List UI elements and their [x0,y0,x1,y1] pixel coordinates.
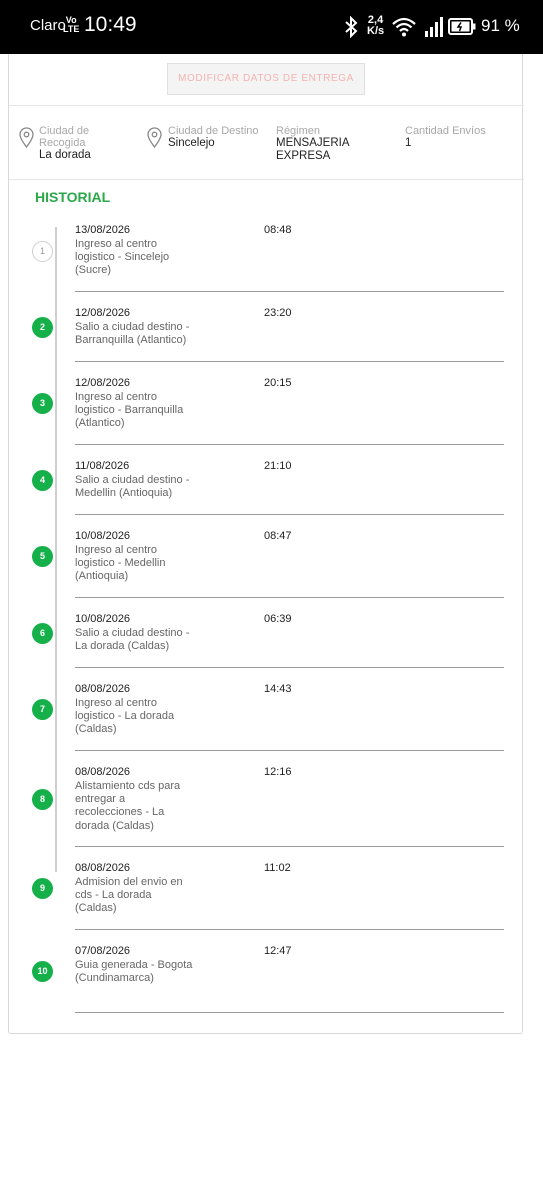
entry-description: Guia generada - Bogota (Cundinamarca) [75,959,193,985]
pin-icon [147,127,162,148]
entry-time: 12:47 [264,945,292,957]
entry-separator [75,929,504,930]
entry-date: 08/08/2026 [75,766,131,778]
modify-delivery-button[interactable]: MODIFICAR DATOS DE ENTREGA [167,63,365,95]
entry-date: 07/08/2026 [75,945,131,957]
entry-date: 08/08/2026 [75,683,131,695]
entry-description: Salio a ciudad destino - Medellin (Antioquia) [75,474,190,500]
entry-separator [75,750,504,751]
regime-label: Régimen [276,125,321,137]
regime [276,125,376,163]
battery-icon [448,18,476,35]
pickup-city-label: Ciudad de Recogida [39,125,90,149]
entry-description: Ingreso al centro logistico - Sincelejo (Sucre) [75,238,170,277]
volte-indicator [63,16,79,34]
regime-value: MENSAJERIA EXPRESA [276,137,349,162]
history-title: HISTORIAL [35,189,111,205]
entry-time: 08:47 [264,530,292,542]
destination-city-label: Ciudad de Destino [168,125,259,137]
entry-description: Salio a ciudad destino - La dorada (Caldas) [75,627,190,653]
entry-date: 12/08/2026 [75,307,131,319]
step-number: 9 [32,878,53,899]
entry-description: Ingreso al centro logistico - Medellin (Antioquia) [75,544,166,583]
entry-separator [75,291,504,292]
shipment-card [8,54,523,1034]
pin-icon [19,127,34,148]
step-number: 4 [32,470,53,491]
entry-separator [75,846,504,847]
destination-city-value: Sincelejo [168,137,215,149]
volte-top: Vo [65,15,77,25]
speed-unit: K/s [367,25,385,37]
shipment-count [405,125,515,150]
step-number: 3 [32,393,53,414]
status-bar [0,0,543,54]
pickup-city [39,125,129,162]
entry-date: 13/08/2026 [75,224,131,236]
entry-time: 23:20 [264,307,292,319]
step-number: 2 [32,317,53,338]
shipment-count-value: 1 [405,137,412,149]
entry-date: 12/08/2026 [75,377,131,389]
entry-time: 06:39 [264,613,292,625]
shipment-count-label: Cantidad Envíos [405,125,486,137]
entry-description: Ingreso al centro logistico - La dorada (Caldas) [75,697,175,736]
network-speed [367,15,384,37]
entry-separator [75,597,504,598]
signal-icon [424,17,444,37]
step-number: 7 [32,699,53,720]
entry-description: Salio a ciudad destino - Barranquilla (Atlantico) [75,321,190,347]
speed-value: 2,4 [367,14,384,26]
entry-date: 10/08/2026 [75,530,131,542]
destination-city [168,125,268,150]
entry-separator [75,1012,504,1013]
step-number: 5 [32,546,53,567]
wifi-icon [392,17,416,37]
entry-description: Alistamiento cds para entregar a recolecciones - La dorada (Caldas) [75,780,181,832]
pickup-city-value: La dorada [39,149,91,161]
entry-date: 11/08/2026 [75,460,130,472]
entry-date: 10/08/2026 [75,613,131,625]
bluetooth-icon [342,16,360,38]
clock: 10:49 [84,13,137,36]
entry-description: Admision del envio en cds - La dorada (Caldas) [75,876,183,915]
entry-separator [75,667,504,668]
entry-time: 20:15 [264,377,292,389]
entry-time: 14:43 [264,683,292,695]
carrier-label: Claro [30,17,66,34]
entry-separator [75,444,504,445]
divider [9,105,524,106]
step-number: 1 [32,241,53,262]
entry-date: 08/08/2026 [75,862,131,874]
timeline-line [55,227,57,872]
battery-percentage: 91 % [481,16,520,35]
step-number: 8 [32,789,53,810]
entry-time: 11:02 [264,862,291,874]
divider [9,179,524,180]
entry-separator [75,361,504,362]
step-number: 10 [32,961,53,982]
entry-separator [75,514,504,515]
volte-bottom: LTE [63,24,80,34]
step-number: 6 [32,623,53,644]
entry-time: 21:10 [264,460,292,472]
entry-description: Ingreso al centro logistico - Barranquilla (Atlantico) [75,391,184,430]
entry-time: 08:48 [264,224,292,236]
entry-time: 12:16 [264,766,292,778]
